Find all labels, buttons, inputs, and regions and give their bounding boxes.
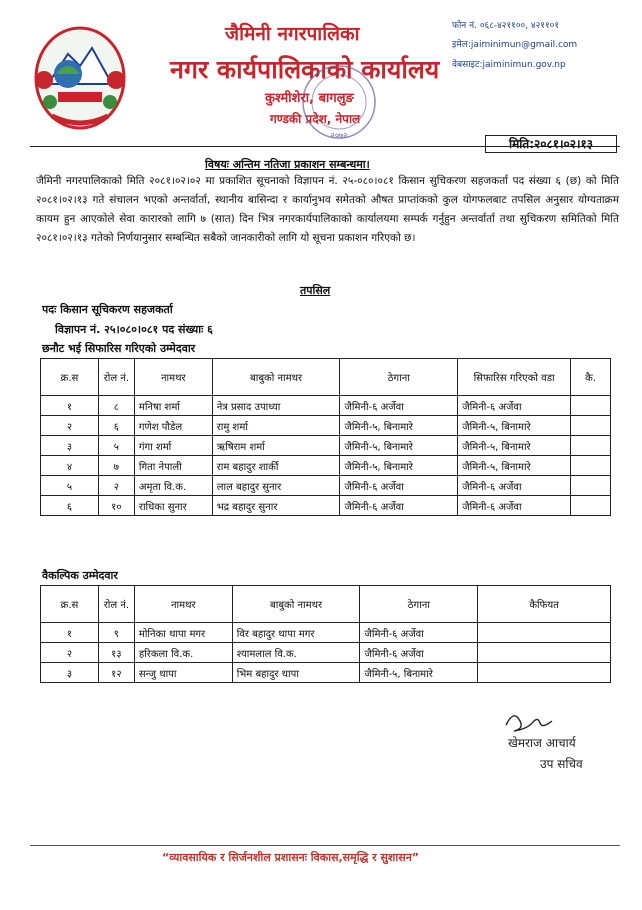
cell-remarks (571, 496, 611, 516)
office-name: नगर कार्यपालिकाको कार्यालय (170, 55, 440, 84)
cell-ward: जैमिनी-५, बिनामारे (458, 416, 571, 436)
cell-roll: ९ (98, 623, 134, 643)
cell-remarks (478, 663, 611, 683)
cell-roll: ६ (98, 416, 134, 436)
contact-website: वेबसाइट:jaiminimun.gov.np (452, 60, 566, 70)
cell-name: राधिका सुनार (134, 496, 212, 516)
cell-father-name: भद्र बहादुर सुनार (212, 496, 340, 516)
advertisement-number: विज्ञापन नं. २५।०८०।०८१ पद संख्याः ६ (55, 323, 213, 336)
stamp-year: २०७२ (330, 131, 348, 140)
cell-serial: २ (41, 416, 99, 436)
cell-serial: १ (41, 623, 99, 643)
selected-candidates-table (40, 358, 611, 516)
details-heading: तपसिल (300, 284, 331, 297)
cell-address: जैमिनी-६ अर्जेवा (360, 643, 478, 663)
col-name: नामथर (134, 359, 212, 396)
table-row (41, 623, 611, 643)
cell-address: जैमिनी-६ अर्जेवा (340, 396, 458, 416)
footer-divider (30, 845, 620, 846)
table-row (41, 436, 611, 456)
cell-roll: १३ (98, 643, 134, 663)
cell-address: जैमिनी-६ अर्जेवा (340, 496, 458, 516)
signatory-designation: उप सचिव (540, 757, 583, 771)
alternate-candidates-heading: वैकल्पिक उम्मेदवार (42, 569, 118, 582)
cell-serial: ६ (41, 496, 99, 516)
cell-name: सन्जु थापा (134, 663, 232, 683)
cell-serial: ४ (41, 456, 99, 476)
col-address: ठेगाना (360, 586, 478, 623)
emblem-logo (30, 22, 130, 134)
table-row (41, 456, 611, 476)
cell-father-name: श्यामलाल वि.क. (232, 643, 360, 663)
cell-ward: जैमिनी-६ अर्जेवा (458, 476, 571, 496)
cell-serial: २ (41, 643, 99, 663)
letter-date: मिति:२०८१।०२।१३ (485, 135, 617, 153)
col-father-name: बाबुको नामथर (232, 586, 360, 623)
cell-roll: १२ (98, 663, 134, 683)
cell-name: मोनिका थापा मगर (134, 623, 232, 643)
col-remarks: कैफियत (478, 586, 611, 623)
office-province: गण्डकी प्रदेश, नेपाल (270, 112, 361, 126)
cell-remarks (571, 436, 611, 456)
cell-roll: ८ (98, 396, 134, 416)
cell-remarks (571, 416, 611, 436)
table-row (41, 416, 611, 436)
office-stamp (295, 62, 383, 142)
cell-roll: ७ (98, 456, 134, 476)
col-remarks: कै. (571, 359, 611, 396)
cell-roll: १० (98, 496, 134, 516)
col-roll: रोल नं. (98, 359, 134, 396)
subject-line: विषयः अन्तिम नतिजा प्रकाशन सम्बन्धमा। (205, 158, 370, 171)
cell-serial: ५ (41, 476, 99, 496)
cell-serial: ३ (41, 663, 99, 683)
cell-address: जैमिनी-६ अर्जेवा (360, 623, 478, 643)
col-serial: क्र.स (41, 359, 99, 396)
cell-name: हरिकला वि.क. (134, 643, 232, 663)
cell-address: जैमिनी-५, बिनामारे (340, 416, 458, 436)
cell-name: गिता नेपाली (134, 456, 212, 476)
cell-father-name: विर बहादुर थापा मगर (232, 623, 360, 643)
cell-address: जैमिनी-५, बिनामारे (360, 663, 478, 683)
post-title: पदः किसान सूचिकरण सहजकर्ता (42, 303, 173, 316)
selected-candidates-heading: छनौट भई सिफारिस गरिएको उम्मेदवार (42, 342, 196, 355)
cell-ward: जैमिनी-६ अर्जेवा (458, 496, 571, 516)
table-row (41, 663, 611, 683)
cell-remarks (571, 396, 611, 416)
notice-paragraph: जैमिनी नगरपालिकाको मिति २०८१।०२।०२ मा प्रकाशित सूचनाको विज्ञापन नं. २५-०८०।०८१ किसान सुचिकरण सहजकर्ता पद संख्या ६ (छ) को मिति २०८१।०२।१३ गते संचालन भएको अन्तर्वार्ता, स्थानीय बासिन्दा र कार्यानुभव समेतको औषत प्राप्तांकको कुल योगफलबाट तपसिल अनुसार योग्यताक्रम कायम हुन आएकोले सेवा कारारको लागि ७ (सात) दिन भित्र नगरकार्यपालिकाको कार्यालयमा सम्पर्क गर्नुहुन अन्तर्वार्ता तथा सुचिकरण समितिको मिति २०८१।०२।१३ गतेको निर्णयानुसार सम्बन्धित सबैको जानकारीको लागि यो सूचना प्रकाशन गरिएको छ। (36, 175, 619, 244)
contact-phone: फोन नं. ०६८-४२११००, ४२११०१ (452, 21, 560, 31)
cell-address: जैमिनी-५, बिनामारे (340, 456, 458, 476)
col-address: ठेगाना (340, 359, 458, 396)
cell-father-name: भिम बहादुर थापा (232, 663, 360, 683)
col-roll: रोल नं. (98, 586, 134, 623)
office-location: कुश्मीशेरा, बागलुङ (265, 91, 354, 106)
cell-roll: ५ (98, 436, 134, 456)
cell-ward: जैमिनी-५, बिनामारे (458, 456, 571, 476)
col-recommended-ward: सिफारिस गरिएको वडा (458, 359, 571, 396)
table-header-row (41, 359, 611, 396)
cell-remarks (478, 623, 611, 643)
alternate-candidates-table (40, 585, 611, 683)
cell-father-name: लाल बहादुर सुनार (212, 476, 340, 496)
table-row (41, 476, 611, 496)
cell-remarks (571, 476, 611, 496)
cell-father-name: रामु शर्मा (212, 416, 340, 436)
cell-father-name: ऋषिराम शर्मा (212, 436, 340, 456)
cell-father-name: राम बहादुर शार्की (212, 456, 340, 476)
cell-ward: जैमिनी-५, बिनामारे (458, 436, 571, 456)
cell-serial: १ (41, 396, 99, 416)
col-name: नामथर (134, 586, 232, 623)
cell-remarks (478, 643, 611, 663)
cell-name: गणेश पौडेल (134, 416, 212, 436)
cell-roll: २ (98, 476, 134, 496)
municipality-name: जैमिनी नगरपालिका (225, 23, 360, 45)
cell-name: मनिषा शर्मा (134, 396, 212, 416)
table-row (41, 643, 611, 663)
cell-father-name: नेत्र प्रसाद उपाध्या (212, 396, 340, 416)
cell-serial: ३ (41, 436, 99, 456)
cell-name: अमृता वि.क. (134, 476, 212, 496)
contact-email: इमेल:jaiminimun@gmail.com (452, 40, 578, 50)
footer-motto: “व्यावसायिक र सिर्जनशील प्रशासनः विकास,समृद्धि र सुशासन” (162, 851, 420, 864)
table-row (41, 396, 611, 416)
table-header-row (41, 586, 611, 623)
table-row (41, 496, 611, 516)
signatory-name: खेमराज आचार्य (508, 736, 576, 750)
cell-name: गंगा शर्मा (134, 436, 212, 456)
cell-remarks (571, 456, 611, 476)
col-father-name: बाबुको नामथर (212, 359, 340, 396)
cell-address: जैमिनी-५, बिनामारे (340, 436, 458, 456)
cell-address: जैमिनी-६ अर्जेवा (340, 476, 458, 496)
cell-ward: जैमिनी-६ अर्जेवा (458, 396, 571, 416)
col-serial: क्र.स (41, 586, 99, 623)
